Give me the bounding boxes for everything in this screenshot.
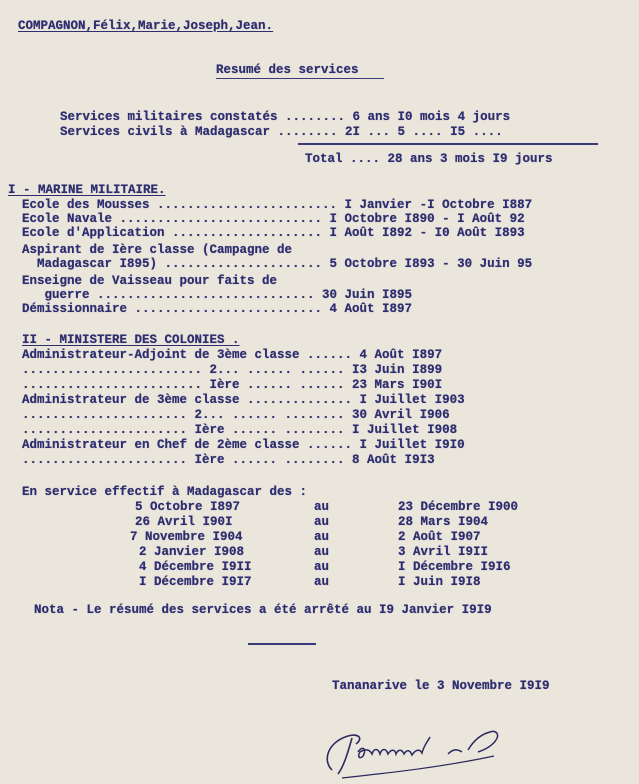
service-au: au <box>314 500 330 514</box>
place-date: Tananarive le 3 Novembre I9I9 <box>332 679 550 693</box>
section-1-line: Ecole d'Application .................... I Août I892 - I0 Août I893 <box>22 226 525 240</box>
section-2-line: Administrateur-Adjoint de 3ème classe ...... 4 Août I897 <box>22 348 443 362</box>
service-from: 5 Octobre I897 <box>135 500 241 514</box>
service-to: 3 Avril I9II <box>398 545 489 559</box>
service-from: 4 Décembre I9II <box>139 560 252 574</box>
section-2-line: ...................... 2... ...... ........ 30 Avril I906 <box>22 408 450 422</box>
service-from: 26 Avril I90I <box>135 515 233 529</box>
service-au: au <box>314 515 330 529</box>
service-to: I Décembre I9I6 <box>398 560 511 574</box>
service-au: au <box>314 530 330 544</box>
section-2-line: Administrateur de 3ème classe .............. I Juillet I903 <box>22 393 465 407</box>
section-2-line: Administrateur en Chef de 2ème classe ...... I Juillet I9I0 <box>22 438 465 452</box>
title-underline <box>216 78 384 79</box>
section-2-heading: II - MINISTERE DES COLONIES . <box>22 333 240 347</box>
service-au: au <box>314 575 330 589</box>
summary-military: Services militaires constatés ........ 6 ans I0 mois 4 jours <box>60 110 511 124</box>
section-2-line: ........................ 2... ...... ...... I3 Juin I899 <box>22 363 443 377</box>
section-2-line: ........................ Ière ...... ...... 23 Mars I90I <box>22 378 443 392</box>
service-to: 23 Décembre I900 <box>398 500 519 514</box>
section-1-line: Madagascar I895) ..................... 5 Octobre I893 - 30 Juin 95 <box>22 257 533 271</box>
document-title: Resumé des services <box>216 63 359 77</box>
service-au: au <box>314 560 330 574</box>
section-2-line: ...................... Ière ...... ........ 8 Août I9I3 <box>22 453 435 467</box>
service-to: 2 Août I907 <box>398 530 481 544</box>
summary-civil: Services civils à Madagascar ........ 2I ... 5 .... I5 .... <box>60 125 503 139</box>
nota: Nota - Le résumé des services a été arrêté au I9 Janvier I9I9 <box>34 603 492 617</box>
service-to: 28 Mars I904 <box>398 515 489 529</box>
section-1-line: Ecole des Mousses ........................ I Janvier -I Octobre I887 <box>22 198 533 212</box>
section-1-line: Aspirant de Ière classe (Campagne de <box>22 243 293 257</box>
closing-rule <box>248 643 316 645</box>
section-2-line: ...................... Ière ...... ........ I Juillet I908 <box>22 423 458 437</box>
service-from: 2 Janvier I908 <box>139 545 245 559</box>
person-name: COMPAGNON,Félix,Marie,Joseph,Jean. <box>18 19 274 33</box>
summary-total: Total .... 28 ans 3 mois I9 jours <box>305 152 553 166</box>
section-1-heading: I - MARINE MILITAIRE. <box>8 183 166 197</box>
signature-text: Compagnon <box>318 712 324 713</box>
section-1-line: Démissionnaire ......................... 4 Août I897 <box>22 302 413 316</box>
service-intro: En service effectif à Madagascar des : <box>22 485 308 499</box>
signature <box>318 712 528 784</box>
service-from: I Décembre I9I7 <box>139 575 252 589</box>
summary-rule <box>298 143 598 145</box>
section-1-line: Ecole Navale ........................... I Octobre I890 - I Août 92 <box>22 212 525 226</box>
service-to: I Juin I9I8 <box>398 575 481 589</box>
service-au: au <box>314 545 330 559</box>
section-1-line: Enseigne de Vaisseau pour faits de <box>22 274 278 288</box>
service-from: 7 Novembre I904 <box>130 530 243 544</box>
section-1-line: guerre ............................. 30 Juin I895 <box>22 288 413 302</box>
